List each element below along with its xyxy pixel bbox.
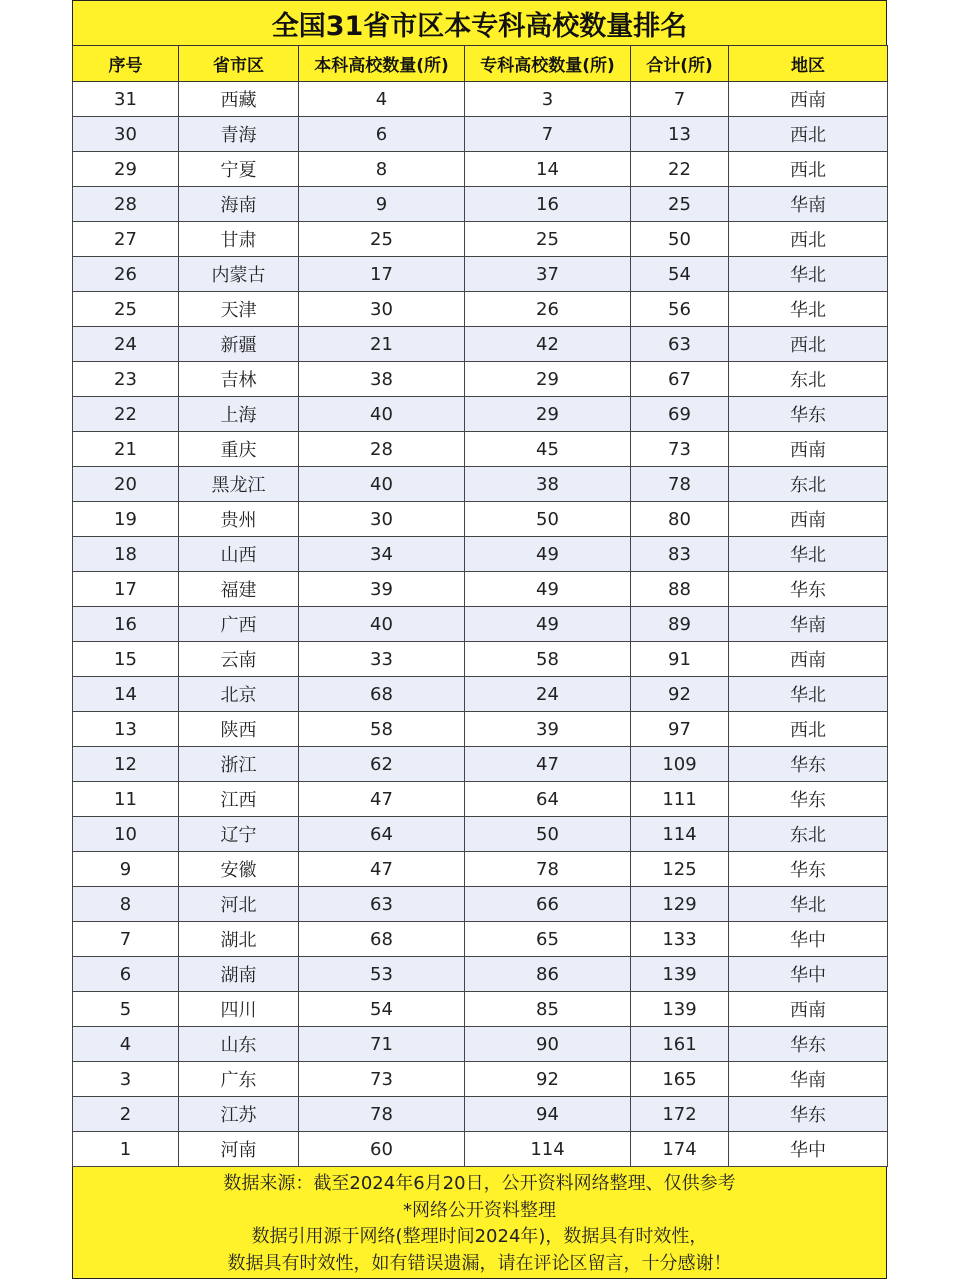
vocational-cell: 85: [465, 992, 631, 1027]
region-cell: 华北: [729, 257, 888, 292]
region-cell: 东北: [729, 362, 888, 397]
province-cell: 上海: [179, 397, 299, 432]
table-title: 全国31省市区本专科高校数量排名: [72, 0, 887, 45]
total-cell: 161: [631, 1027, 729, 1062]
region-cell: 西北: [729, 327, 888, 362]
footer-notes: [72, 1167, 887, 1279]
province-cell: 江西: [179, 782, 299, 817]
table-row: [73, 1132, 888, 1167]
table-row: [73, 782, 888, 817]
total-cell: 54: [631, 257, 729, 292]
province-cell: 河南: [179, 1132, 299, 1167]
undergrad-cell: 58: [299, 712, 465, 747]
footer-line: 数据具有时效性，如有错误遗漏，请在评论区留言，十分感谢！: [227, 1252, 732, 1274]
undergrad-cell: 73: [299, 1062, 465, 1097]
region-cell: 东北: [729, 467, 888, 502]
table-row: [73, 222, 888, 257]
total-cell: 139: [631, 992, 729, 1027]
undergrad-cell: 38: [299, 362, 465, 397]
undergrad-cell: 4: [299, 82, 465, 117]
table-row: [73, 467, 888, 502]
rank-cell: 7: [73, 922, 179, 957]
undergrad-cell: 40: [299, 607, 465, 642]
province-cell: 山西: [179, 537, 299, 572]
region-cell: 华东: [729, 782, 888, 817]
total-cell: 125: [631, 852, 729, 887]
table-row: [73, 537, 888, 572]
vocational-cell: 45: [465, 432, 631, 467]
vocational-cell: 114: [465, 1132, 631, 1167]
undergrad-cell: 21: [299, 327, 465, 362]
table-row: [73, 292, 888, 327]
province-cell: 青海: [179, 117, 299, 152]
total-cell: 56: [631, 292, 729, 327]
col-header-rank: 序号: [73, 46, 179, 82]
province-cell: 天津: [179, 292, 299, 327]
vocational-cell: 47: [465, 747, 631, 782]
rank-cell: 30: [73, 117, 179, 152]
vocational-cell: 3: [465, 82, 631, 117]
table-row: [73, 117, 888, 152]
province-cell: 陕西: [179, 712, 299, 747]
undergrad-cell: 62: [299, 747, 465, 782]
region-cell: 华南: [729, 1062, 888, 1097]
ranking-table-card: [72, 0, 887, 1279]
province-cell: 江苏: [179, 1097, 299, 1132]
region-cell: 西北: [729, 222, 888, 257]
undergrad-cell: 68: [299, 922, 465, 957]
table-row: [73, 677, 888, 712]
table-row: [73, 1027, 888, 1062]
total-cell: 89: [631, 607, 729, 642]
header-row: [73, 46, 888, 82]
vocational-cell: 50: [465, 502, 631, 537]
province-cell: 广西: [179, 607, 299, 642]
undergrad-cell: 30: [299, 502, 465, 537]
ranking-table: [72, 45, 888, 1167]
undergrad-cell: 39: [299, 572, 465, 607]
rank-cell: 13: [73, 712, 179, 747]
vocational-cell: 94: [465, 1097, 631, 1132]
province-cell: 吉林: [179, 362, 299, 397]
undergrad-cell: 53: [299, 957, 465, 992]
total-cell: 92: [631, 677, 729, 712]
province-cell: 甘肃: [179, 222, 299, 257]
rank-cell: 15: [73, 642, 179, 677]
table-row: [73, 992, 888, 1027]
region-cell: 华南: [729, 607, 888, 642]
total-cell: 80: [631, 502, 729, 537]
total-cell: 69: [631, 397, 729, 432]
table-row: [73, 362, 888, 397]
table-row: [73, 607, 888, 642]
vocational-cell: 42: [465, 327, 631, 362]
region-cell: 华东: [729, 852, 888, 887]
undergrad-cell: 64: [299, 817, 465, 852]
rank-cell: 4: [73, 1027, 179, 1062]
table-row: [73, 432, 888, 467]
undergrad-cell: 6: [299, 117, 465, 152]
rank-cell: 23: [73, 362, 179, 397]
region-cell: 华中: [729, 922, 888, 957]
total-cell: 67: [631, 362, 729, 397]
vocational-cell: 64: [465, 782, 631, 817]
table-row: [73, 257, 888, 292]
table-row: [73, 957, 888, 992]
rank-cell: 18: [73, 537, 179, 572]
undergrad-cell: 8: [299, 152, 465, 187]
table-row: [73, 712, 888, 747]
region-cell: 华南: [729, 187, 888, 222]
undergrad-cell: 78: [299, 1097, 465, 1132]
table-row: [73, 747, 888, 782]
total-cell: 91: [631, 642, 729, 677]
vocational-cell: 26: [465, 292, 631, 327]
table-row: [73, 922, 888, 957]
province-cell: 山东: [179, 1027, 299, 1062]
rank-cell: 3: [73, 1062, 179, 1097]
vocational-cell: 49: [465, 607, 631, 642]
col-header-undergrad: 本科高校数量(所): [299, 46, 465, 82]
province-cell: 福建: [179, 572, 299, 607]
table-row: [73, 502, 888, 537]
undergrad-cell: 25: [299, 222, 465, 257]
province-cell: 广东: [179, 1062, 299, 1097]
total-cell: 133: [631, 922, 729, 957]
rank-cell: 17: [73, 572, 179, 607]
undergrad-cell: 33: [299, 642, 465, 677]
undergrad-cell: 9: [299, 187, 465, 222]
table-row: [73, 817, 888, 852]
total-cell: 83: [631, 537, 729, 572]
vocational-cell: 86: [465, 957, 631, 992]
total-cell: 73: [631, 432, 729, 467]
undergrad-cell: 60: [299, 1132, 465, 1167]
total-cell: 174: [631, 1132, 729, 1167]
region-cell: 东北: [729, 817, 888, 852]
province-cell: 新疆: [179, 327, 299, 362]
region-cell: 西南: [729, 432, 888, 467]
undergrad-cell: 47: [299, 782, 465, 817]
undergrad-cell: 28: [299, 432, 465, 467]
undergrad-cell: 54: [299, 992, 465, 1027]
province-cell: 重庆: [179, 432, 299, 467]
total-cell: 109: [631, 747, 729, 782]
rank-cell: 6: [73, 957, 179, 992]
rank-cell: 28: [73, 187, 179, 222]
total-cell: 63: [631, 327, 729, 362]
col-header-total: 合计(所): [631, 46, 729, 82]
rank-cell: 12: [73, 747, 179, 782]
undergrad-cell: 34: [299, 537, 465, 572]
total-cell: 22: [631, 152, 729, 187]
table-row: [73, 1062, 888, 1097]
province-cell: 西藏: [179, 82, 299, 117]
region-cell: 西南: [729, 82, 888, 117]
table-row: [73, 852, 888, 887]
region-cell: 华北: [729, 677, 888, 712]
vocational-cell: 29: [465, 397, 631, 432]
rank-cell: 16: [73, 607, 179, 642]
region-cell: 西北: [729, 712, 888, 747]
total-cell: 139: [631, 957, 729, 992]
rank-cell: 31: [73, 82, 179, 117]
undergrad-cell: 40: [299, 467, 465, 502]
vocational-cell: 65: [465, 922, 631, 957]
undergrad-cell: 30: [299, 292, 465, 327]
province-cell: 黑龙江: [179, 467, 299, 502]
region-cell: 西南: [729, 992, 888, 1027]
province-cell: 湖北: [179, 922, 299, 957]
undergrad-cell: 68: [299, 677, 465, 712]
province-cell: 云南: [179, 642, 299, 677]
rank-cell: 29: [73, 152, 179, 187]
province-cell: 贵州: [179, 502, 299, 537]
rank-cell: 27: [73, 222, 179, 257]
rank-cell: 10: [73, 817, 179, 852]
region-cell: 华东: [729, 747, 888, 782]
vocational-cell: 14: [465, 152, 631, 187]
region-cell: 西南: [729, 502, 888, 537]
col-header-vocational: 专科高校数量(所): [465, 46, 631, 82]
table-row: [73, 1097, 888, 1132]
province-cell: 四川: [179, 992, 299, 1027]
province-cell: 河北: [179, 887, 299, 922]
vocational-cell: 7: [465, 117, 631, 152]
vocational-cell: 58: [465, 642, 631, 677]
vocational-cell: 92: [465, 1062, 631, 1097]
region-cell: 华中: [729, 957, 888, 992]
province-cell: 安徽: [179, 852, 299, 887]
table-row: [73, 572, 888, 607]
rank-cell: 20: [73, 467, 179, 502]
rank-cell: 26: [73, 257, 179, 292]
rank-cell: 8: [73, 887, 179, 922]
vocational-cell: 24: [465, 677, 631, 712]
rank-cell: 14: [73, 677, 179, 712]
table-row: [73, 642, 888, 677]
undergrad-cell: 71: [299, 1027, 465, 1062]
table-row: [73, 397, 888, 432]
total-cell: 78: [631, 467, 729, 502]
province-cell: 湖南: [179, 957, 299, 992]
vocational-cell: 49: [465, 537, 631, 572]
vocational-cell: 66: [465, 887, 631, 922]
rank-cell: 25: [73, 292, 179, 327]
total-cell: 97: [631, 712, 729, 747]
vocational-cell: 78: [465, 852, 631, 887]
rank-cell: 21: [73, 432, 179, 467]
total-cell: 7: [631, 82, 729, 117]
region-cell: 华东: [729, 1097, 888, 1132]
total-cell: 129: [631, 887, 729, 922]
vocational-cell: 29: [465, 362, 631, 397]
vocational-cell: 37: [465, 257, 631, 292]
table-row: [73, 152, 888, 187]
footer-line: 数据来源：截至2024年6月20日，公开资料网络整理、仅供参考: [223, 1173, 736, 1194]
col-header-province: 省市区: [179, 46, 299, 82]
province-cell: 海南: [179, 187, 299, 222]
table-row: [73, 82, 888, 117]
undergrad-cell: 17: [299, 257, 465, 292]
region-cell: 华中: [729, 1132, 888, 1167]
rank-cell: 2: [73, 1097, 179, 1132]
table-row: [73, 187, 888, 222]
rank-cell: 9: [73, 852, 179, 887]
rank-cell: 5: [73, 992, 179, 1027]
undergrad-cell: 47: [299, 852, 465, 887]
region-cell: 华东: [729, 572, 888, 607]
rank-cell: 19: [73, 502, 179, 537]
table-row: [73, 327, 888, 362]
region-cell: 西北: [729, 117, 888, 152]
total-cell: 114: [631, 817, 729, 852]
province-cell: 辽宁: [179, 817, 299, 852]
total-cell: 50: [631, 222, 729, 257]
total-cell: 88: [631, 572, 729, 607]
vocational-cell: 39: [465, 712, 631, 747]
vocational-cell: 50: [465, 817, 631, 852]
vocational-cell: 49: [465, 572, 631, 607]
region-cell: 华东: [729, 397, 888, 432]
col-header-region: 地区: [729, 46, 888, 82]
total-cell: 165: [631, 1062, 729, 1097]
undergrad-cell: 40: [299, 397, 465, 432]
rank-cell: 22: [73, 397, 179, 432]
rank-cell: 11: [73, 782, 179, 817]
region-cell: 华北: [729, 887, 888, 922]
footer-line: 数据引用源于网络(整理时间2024年)，数据具有时效性，: [251, 1226, 708, 1247]
province-cell: 宁夏: [179, 152, 299, 187]
vocational-cell: 90: [465, 1027, 631, 1062]
footer-line: *网络公开资料整理: [403, 1199, 556, 1221]
vocational-cell: 25: [465, 222, 631, 257]
total-cell: 111: [631, 782, 729, 817]
province-cell: 北京: [179, 677, 299, 712]
table-row: [73, 887, 888, 922]
vocational-cell: 16: [465, 187, 631, 222]
rank-cell: 24: [73, 327, 179, 362]
total-cell: 172: [631, 1097, 729, 1132]
total-cell: 25: [631, 187, 729, 222]
province-cell: 内蒙古: [179, 257, 299, 292]
region-cell: 西北: [729, 152, 888, 187]
region-cell: 华东: [729, 1027, 888, 1062]
vocational-cell: 38: [465, 467, 631, 502]
rank-cell: 1: [73, 1132, 179, 1167]
region-cell: 华北: [729, 537, 888, 572]
region-cell: 华北: [729, 292, 888, 327]
region-cell: 西南: [729, 642, 888, 677]
province-cell: 浙江: [179, 747, 299, 782]
undergrad-cell: 63: [299, 887, 465, 922]
total-cell: 13: [631, 117, 729, 152]
